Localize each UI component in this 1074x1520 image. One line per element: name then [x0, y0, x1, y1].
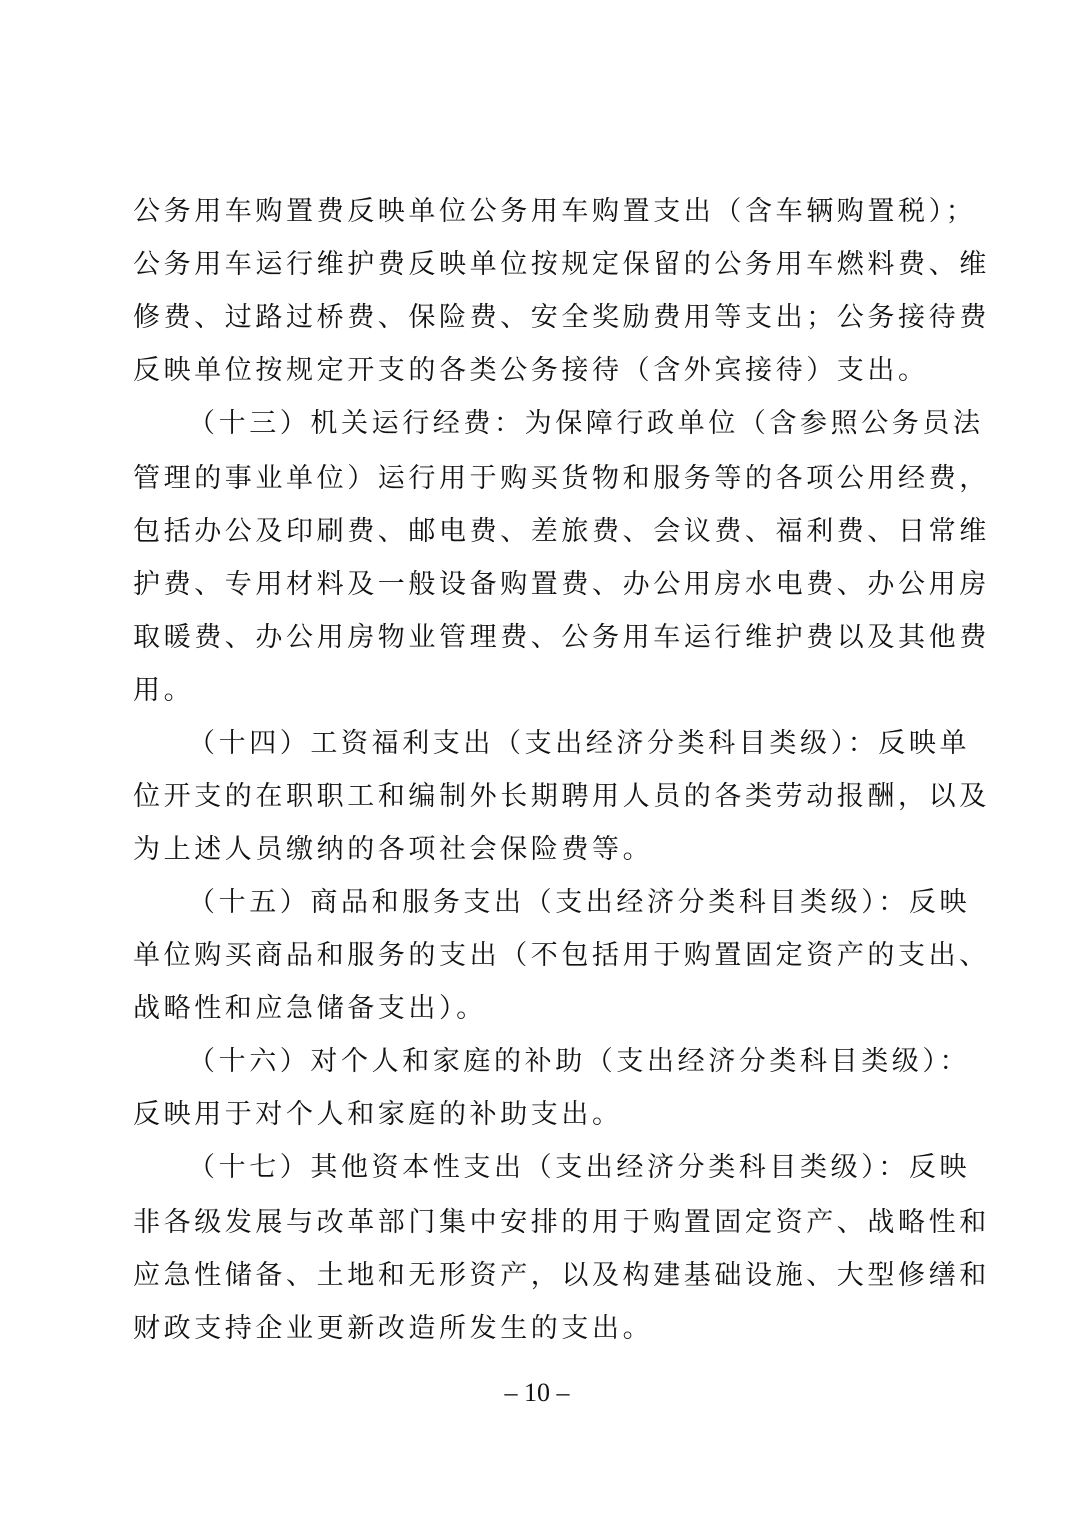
- section-17-heading-line: （十七）其他资本性支出（支出经济分类科目类级）：反映: [188, 1152, 971, 1183]
- page-number: – 10 –: [504, 1378, 570, 1407]
- text-line: 包括办公及印刷费、邮电费、差旅费、会议费、福利费、日常维: [133, 516, 990, 547]
- text-line: 应急性储备、土地和无形资产，以及构建基础设施、大型修缮和: [133, 1260, 990, 1291]
- text-line: 反映用于对个人和家庭的补助支出。: [133, 1099, 623, 1130]
- section-14-heading-line: （十四）工资福利支出（支出经济分类科目类级）：反映单: [188, 728, 971, 759]
- section-16-heading-line: （十六）对个人和家庭的补助（支出经济分类科目类级）：: [188, 1046, 971, 1077]
- section-13-heading-line: （十三）机关运行经费：为保障行政单位（含参照公务员法: [188, 408, 984, 439]
- text-line: 非各级发展与改革部门集中安排的用于购置固定资产、战略性和: [133, 1207, 990, 1238]
- text-line: 管理的事业单位）运行用于购买货物和服务等的各项公用经费，: [133, 463, 990, 494]
- section-15-heading-line: （十五）商品和服务支出（支出经济分类科目类级）：反映: [188, 887, 971, 918]
- text-line: 公务用车运行维护费反映单位按规定保留的公务用车燃料费、维: [133, 249, 990, 280]
- text-line: 位开支的在职职工和编制外长期聘用人员的各类劳动报酬，以及: [133, 781, 990, 812]
- text-line: 为上述人员缴纳的各项社会保险费等。: [133, 834, 654, 865]
- text-line: 取暖费、办公用房物业管理费、公务用车运行维护费以及其他费: [133, 622, 990, 653]
- text-line: 反映单位按规定开支的各类公务接待（含外宾接待）支出。: [133, 355, 929, 386]
- text-line: 用。: [133, 675, 195, 706]
- text-line: 公务用车购置费反映单位公务用车购置支出（含车辆购置税）；: [133, 196, 977, 227]
- text-line: 修费、过路过桥费、保险费、安全奖励费用等支出；公务接待费: [133, 302, 990, 333]
- text-line: 护费、专用材料及一般设备购置费、办公用房水电费、办公用房: [133, 569, 990, 600]
- text-line: 财政支持企业更新改造所发生的支出。: [133, 1313, 654, 1344]
- text-line: 战略性和应急储备支出）。: [133, 993, 487, 1024]
- text-line: 单位购买商品和服务的支出（不包括用于购置固定资产的支出、: [133, 940, 990, 971]
